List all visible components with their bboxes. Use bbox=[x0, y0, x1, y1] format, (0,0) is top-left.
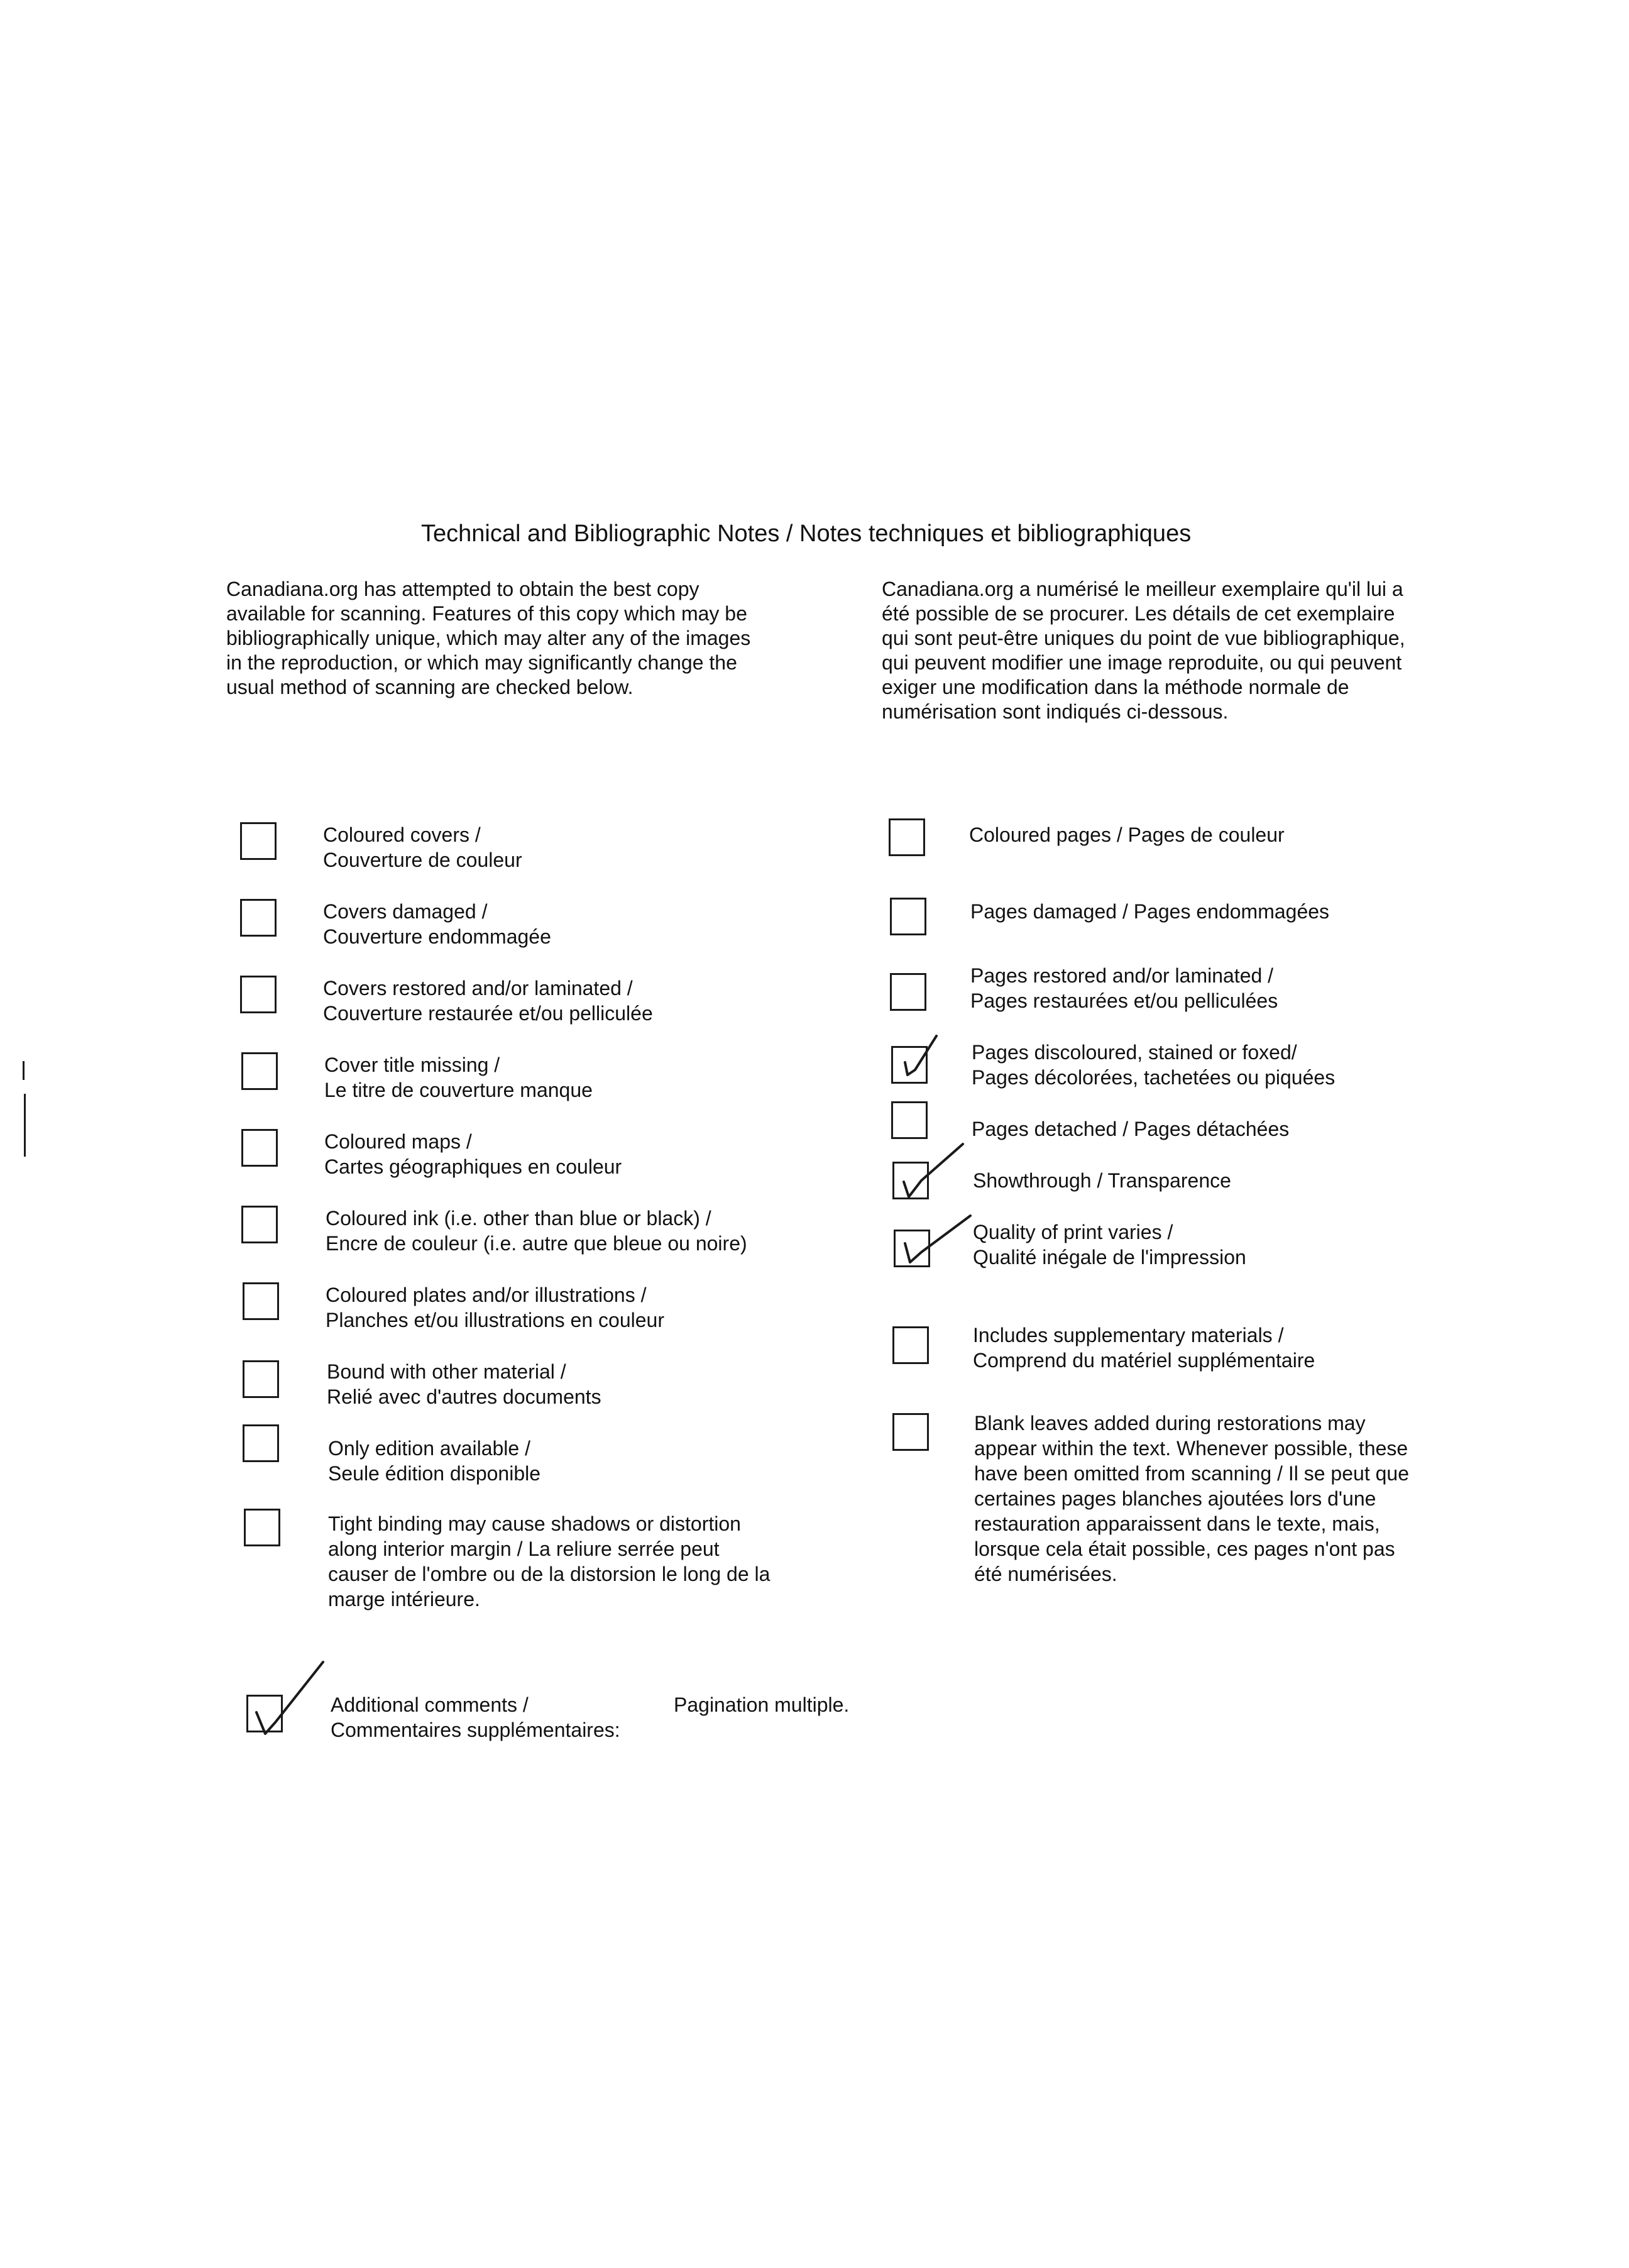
label-covers-restored: Covers restored and/or laminated / Couverture restaurée et/ou pelliculée bbox=[323, 977, 653, 1025]
label-coloured-covers: Coloured covers / Couverture de couleur bbox=[323, 823, 522, 871]
label-coloured-pages: Coloured pages / Pages de couleur bbox=[969, 823, 1285, 846]
checkbox-coloured-covers[interactable] bbox=[240, 822, 277, 860]
intro-french: Canadiana.org a numérisé le meilleur exemplaire qu'il lui a été possible de se procurer. Les détails de cet exemplaire qui sont peut-être uniques du point de vue bibliographique, qui peuvent modifier une image reproduite, ou qui peuvent exiger une modification dans la méthode normale de numérisation sont indiqués ci-dessous. bbox=[882, 578, 1405, 723]
checkbox-covers-damaged[interactable] bbox=[240, 899, 277, 937]
checkmark-icon bbox=[892, 1143, 980, 1206]
margin-mark bbox=[24, 1094, 26, 1157]
checkmark-icon bbox=[246, 1660, 334, 1741]
label-pages-discoloured: Pages discoloured, stained or foxed/ Pages décolorées, tachetées ou piquées bbox=[972, 1041, 1336, 1089]
checkbox-bound-with-other[interactable] bbox=[243, 1360, 279, 1398]
label-additional-comments: Additional comments / Commentaires supplémentaires: bbox=[331, 1693, 620, 1741]
checkbox-tight-binding[interactable] bbox=[244, 1509, 280, 1546]
checkbox-pages-restored[interactable] bbox=[890, 973, 926, 1011]
label-pages-damaged: Pages damaged / Pages endommagées bbox=[970, 900, 1330, 923]
label-tight-binding: Tight binding may cause shadows or distortion along interior margin / La reliure serrée peut causer de l'ombre ou de la distorsion le long de la marge intérieure. bbox=[328, 1512, 771, 1610]
checkmark-icon bbox=[891, 1031, 960, 1087]
checkbox-covers-restored[interactable] bbox=[240, 976, 277, 1013]
checkbox-pages-damaged[interactable] bbox=[890, 898, 926, 935]
label-coloured-maps: Coloured maps / Cartes géographiques en couleur bbox=[324, 1130, 622, 1178]
page-title: Technical and Bibliographic Notes / Notes techniques et bibliographiques bbox=[421, 520, 1192, 547]
label-cover-title-missing: Cover title missing / Le titre de couverture manque bbox=[324, 1054, 593, 1101]
label-coloured-plates: Coloured plates and/or illustrations / Planches et/ou illustrations en couleur bbox=[326, 1284, 664, 1331]
checkbox-pages-detached[interactable] bbox=[891, 1101, 928, 1139]
label-supplementary-materials: Includes supplementary materials / Comprend du matériel supplémentaire bbox=[973, 1324, 1315, 1372]
label-pages-restored: Pages restored and/or laminated / Pages restaurées et/ou pelliculées bbox=[970, 964, 1278, 1012]
checkbox-blank-leaves[interactable] bbox=[892, 1413, 929, 1451]
label-pages-detached: Pages detached / Pages détachées bbox=[972, 1118, 1290, 1140]
checkbox-coloured-ink[interactable] bbox=[241, 1206, 278, 1243]
checkbox-only-edition[interactable] bbox=[243, 1424, 279, 1462]
checkbox-coloured-plates[interactable] bbox=[243, 1282, 279, 1320]
label-quality-of-print: Quality of print varies / Qualité inégale de l'impression bbox=[973, 1221, 1246, 1269]
checkbox-coloured-maps[interactable] bbox=[241, 1129, 278, 1167]
label-bound-with-other: Bound with other material / Relié avec d'autres documents bbox=[327, 1360, 601, 1408]
checkbox-cover-title-missing[interactable] bbox=[241, 1052, 278, 1090]
additional-comments-value: Pagination multiple. bbox=[674, 1693, 850, 1716]
margin-mark bbox=[23, 1061, 25, 1080]
label-showthrough: Showthrough / Transparence bbox=[973, 1169, 1231, 1192]
intro-english: Canadiana.org has attempted to obtain the best copy available for scanning. Features of this copy which may be bibliographically unique, which may alter any of the images in the reproduction, or which may significantly change the usual method of scanning are checked below. bbox=[226, 578, 751, 698]
label-covers-damaged: Covers damaged / Couverture endommagée bbox=[323, 900, 551, 948]
label-only-edition: Only edition available / Seule édition disponible bbox=[328, 1437, 541, 1485]
label-blank-leaves: Blank leaves added during restorations may appear within the text. Whenever possible, these have been omitted from scanning / Il se peut que certaines pages blanches ajoutées lors d'une restauration apparaissent dans le texte, mais, lorsque cela était possible, ces pages n'ont pas été numérisées. bbox=[974, 1412, 1409, 1585]
label-coloured-ink: Coloured ink (i.e. other than blue or black) / Encre de couleur (i.e. autre que bleue ou noire) bbox=[326, 1207, 747, 1255]
checkbox-supplementary-materials[interactable] bbox=[892, 1326, 929, 1364]
checkbox-coloured-pages[interactable] bbox=[889, 818, 925, 856]
